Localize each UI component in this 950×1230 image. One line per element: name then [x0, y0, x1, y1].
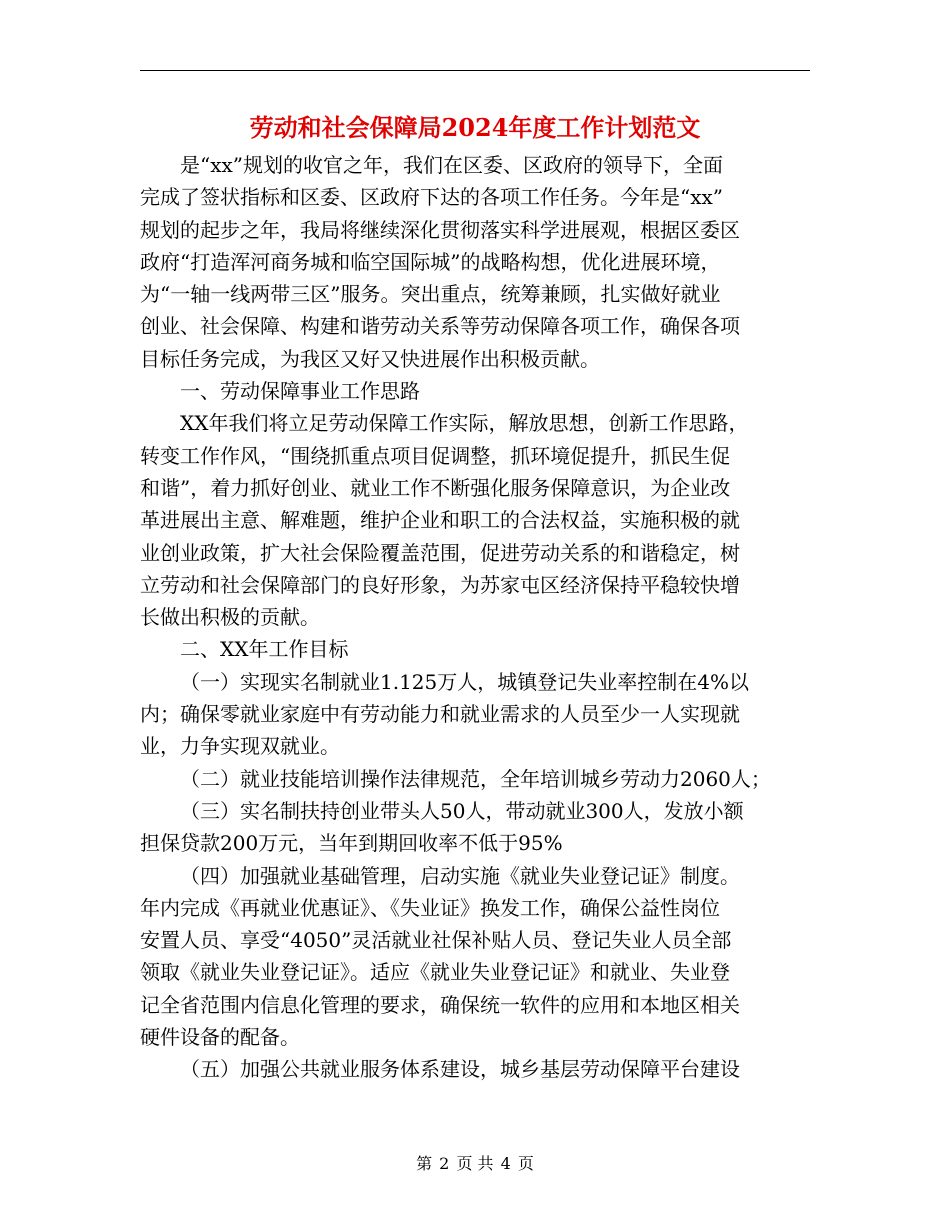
footer-total-pages: 4 [500, 1154, 511, 1173]
footer-suffix: 页 [517, 1154, 534, 1173]
body-line: （一）实现实名制就业1.125万人，城镇登记失业率控制在4%以 [180, 669, 749, 694]
body-line: （四）加强就业基础管理，启动实施《就业失业登记证》制度。 [180, 863, 740, 888]
body-line: 内；确保零就业家庭中有劳动能力和就业需求的人员至少一人实现就 [140, 702, 740, 727]
page-footer [0, 1152, 950, 1176]
footer-current-page: 2 [439, 1154, 450, 1173]
body-line: 政府“打造浑河商务城和临空国际城”的战略构想，优化进展环境， [140, 249, 721, 274]
body-line: 为“一轴一线两带三区”服务。突出重点，统筹兼顾，扎实做好就业 [140, 282, 721, 307]
body-line: 年内完成《再就业优惠证》、《失业证》换发工作，确保公益性岗位 [140, 895, 720, 920]
body-line: 是“xx”规划的收官之年，我们在区委、区政府的领导下，全面 [180, 153, 724, 177]
body-line: 立劳动和社会保障部门的良好形象，为苏家屯区经济保持平稳较快增 [140, 572, 740, 597]
body-line: 目标任务完成，为我区又好又快进展作出积极贡献。 [140, 346, 600, 371]
body-line: 记全省范围内信息化管理的要求，确保统一软件的应用和本地区相关 [140, 992, 740, 1017]
body-line: 二、XX年工作目标 [180, 637, 349, 662]
body-line: 业，力争实现双就业。 [140, 734, 340, 759]
footer-middle: 页 共 [456, 1154, 494, 1173]
body-line: 硬件设备的配备。 [140, 1025, 300, 1050]
body-line: 革进展出主意、解难题，维护企业和职工的合法权益，实施积极的就 [140, 508, 740, 533]
body-line: 创业、社会保障、构建和谐劳动关系等劳动保障各项工作，确保各项 [140, 314, 740, 339]
body-line: 业创业政策，扩大社会保险覆盖范围，促进劳动关系的和谐稳定，树 [140, 540, 740, 565]
body-line: 规划的起步之年，我局将继续深化贯彻落实科学进展观，根据区委区 [140, 217, 740, 242]
body-line: 安置人员、享受“4050”灵活就业社保补贴人员、登记失业人员全部 [140, 928, 732, 953]
body-line: （三）实名制扶持创业带头人50人，带动就业300人，发放小额 [180, 798, 744, 823]
body-line: 一、劳动保障事业工作思路 [180, 379, 420, 404]
body-line: （二）就业技能培训操作法律规范，全年培训城乡劳动力2060人； [180, 766, 771, 791]
body-line: 和谐”，着力抓好创业、就业工作不断强化服务保障意识，为企业改 [140, 475, 731, 500]
body-line: 长做出积极的贡献。 [140, 605, 320, 630]
body-line: 领取《就业失业登记证》。适应《就业失业登记证》和就业、失业登 [140, 960, 730, 985]
document-title: 劳动和社会保障局2024年度工作计划范文 [249, 113, 701, 142]
body-line: XX年我们将立足劳动保障工作实际，解放思想，创新工作思路， [180, 411, 749, 436]
header-rule [140, 70, 810, 71]
body-line: （五）加强公共就业服务体系建设，城乡基层劳动保障平台建设 [180, 1057, 740, 1082]
body-line: 转变工作作风，“围绕抓重点项目促调整，抓环境促提升，抓民生促 [140, 443, 731, 468]
footer-prefix: 第 [416, 1154, 433, 1173]
body-line: 担保贷款200万元，当年到期回收率不低于95% [140, 831, 563, 856]
document-body [140, 149, 820, 1086]
body-line: 完成了签状指标和区委、区政府下达的各项工作任务。今年是“xx” [140, 185, 724, 210]
